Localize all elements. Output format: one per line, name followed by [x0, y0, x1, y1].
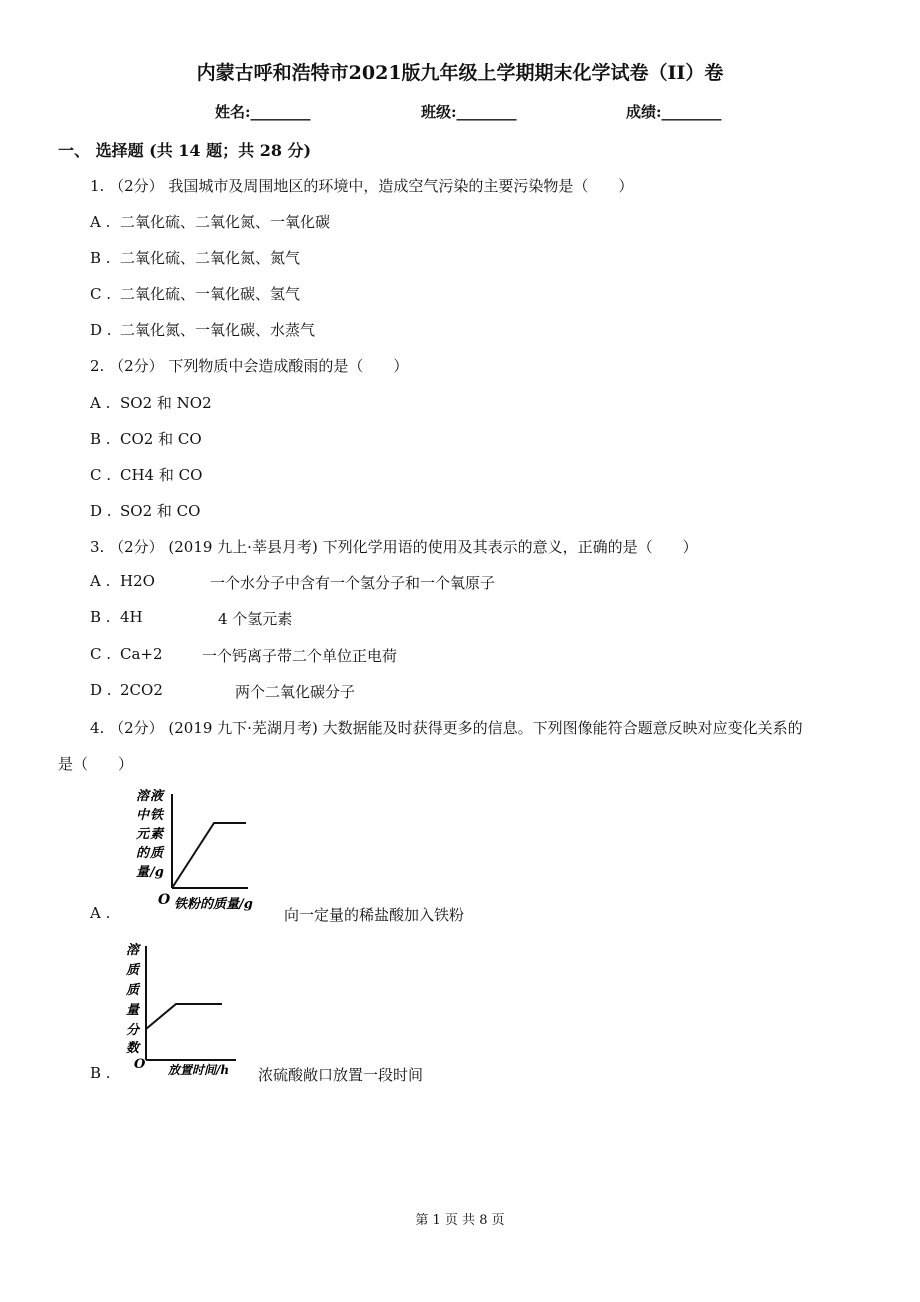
score-field-label: 成绩:________ [626, 103, 722, 121]
question-3-option-b [90, 608, 143, 626]
option-letter: A . [90, 213, 111, 231]
question-4-option-a-text: 向一定量的稀盐酸加入铁粉 [284, 906, 465, 924]
graph-a-ylabel-2: 液 [150, 789, 164, 804]
graph-b-ylabel-1: 溶 [126, 943, 140, 958]
option-letter: D . [90, 321, 112, 339]
question-1-stem: 1. （2分） 我国城市及周围地区的环境中，造成空气污染的主要污染物是（ ） [90, 177, 634, 195]
option-text: SO2 和 NO2 [120, 394, 212, 412]
graph-a-xlabel: 铁粉的质量/g [174, 897, 253, 912]
option-formula: 4H [120, 608, 143, 626]
question-1-option-b [90, 247, 300, 268]
option-letter: B . [90, 430, 111, 448]
option-text: 一个水分子中含有一个氢分子和一个氧原子 [210, 574, 496, 592]
section-heading: 一、 选择题 (共 14 题；共 28 分) [58, 141, 312, 160]
graph-a-ylabel-10: /g [150, 865, 164, 880]
question-1-option-c [90, 283, 300, 304]
option-text: 一个钙离子带二个单位正电荷 [202, 647, 398, 665]
question-3-option-a [90, 572, 155, 590]
option-text: SO2 和 CO [120, 502, 201, 520]
graph-a-ylabel-6: 素 [150, 827, 164, 842]
question-4-option-b-text: 浓硫酸敞口放置一段时间 [258, 1066, 424, 1084]
question-4-graph-b [118, 936, 258, 1076]
graph-b-ylabel-6: 数 [126, 1041, 140, 1056]
option-letter: B . [90, 608, 111, 626]
name-field-label: 姓名:________ [215, 103, 311, 121]
option-text: 二氧化硫、二氧化氮、氮气 [120, 249, 301, 267]
graph-b-ylabel-4: 量 [126, 1003, 140, 1018]
option-text: 二氧化氮、一氧化碳、水蒸气 [120, 321, 316, 339]
graph-b-xlabel: 放置时间/h [168, 1063, 230, 1076]
graph-a-ylabel-4: 铁 [150, 808, 164, 823]
option-text: 4 个氢元素 [218, 610, 293, 628]
option-text: 二氧化硫、一氧化碳、氢气 [120, 285, 301, 303]
graph-a-ylabel-7: 的 [136, 846, 150, 861]
question-3-option-d [90, 681, 163, 699]
question-2-option-b [90, 428, 202, 449]
exam-title: 内蒙古呼和浩特市2021版九年级上学期期末化学试卷（II）卷 [196, 62, 724, 84]
question-2-option-d [90, 500, 200, 521]
option-letter: A . [90, 572, 111, 590]
question-4-option-a-letter: A . [90, 904, 111, 922]
option-formula: 2CO2 [120, 681, 163, 699]
question-4-stem: 4. （2分） (2019 九下·芜湖月考) 大数据能及时获得更多的信息。下列图像能符合题意反映对应变化关系的 [90, 719, 803, 737]
option-text: 两个二氧化碳分子 [235, 683, 356, 701]
question-4-option-b-letter: B . [90, 1064, 111, 1082]
question-2-stem: 2. （2分） 下列物质中会造成酸雨的是（ ） [90, 357, 409, 375]
graph-b-ylabel-3: 质 [126, 983, 140, 998]
option-formula: H2O [120, 572, 155, 590]
question-4-graph-a [128, 786, 278, 914]
option-letter: D . [90, 502, 112, 520]
option-formula: Ca+2 [120, 645, 163, 663]
graph-a-ylabel-5: 元 [136, 827, 150, 842]
option-text: CH4 和 CO [120, 466, 203, 484]
question-1-option-a [90, 211, 330, 232]
graph-a-origin: O [158, 892, 171, 908]
question-2-option-a [90, 392, 212, 413]
option-letter: D . [90, 681, 112, 699]
option-letter: C . [90, 645, 112, 663]
option-letter: A . [90, 394, 111, 412]
graph-b-origin: O [134, 1057, 146, 1072]
option-text: 二氧化硫、二氧化氮、一氧化碳 [120, 213, 331, 231]
option-text: CO2 和 CO [120, 430, 202, 448]
graph-a-ylabel-8: 质 [150, 846, 164, 861]
graph-a-ylabel-3: 中 [136, 808, 150, 823]
question-1-option-d [90, 319, 315, 340]
option-letter: C . [90, 285, 112, 303]
graph-a-ylabel-1: 溶 [136, 789, 150, 804]
option-letter: B . [90, 249, 111, 267]
graph-b-ylabel-2: 质 [126, 963, 140, 978]
graph-a-svg [128, 786, 278, 914]
question-3-stem: 3. （2分） (2019 九上·莘县月考) 下列化学用语的使用及其表示的意义，正确的是（ ） [90, 538, 698, 556]
graph-b-curve [146, 1004, 222, 1029]
option-letter: C . [90, 466, 112, 484]
graph-a-curve [172, 823, 246, 888]
graph-b-ylabel-5: 分 [126, 1023, 140, 1038]
class-field-label: 班级:________ [421, 103, 517, 121]
page-footer: 第 1 页 共 8 页 [415, 1213, 505, 1228]
question-2-option-c [90, 464, 202, 485]
question-4-stem-continued: 是（ ） [58, 755, 134, 773]
graph-b-svg [118, 936, 258, 1076]
graph-a-ylabel-9: 量 [136, 865, 150, 880]
question-3-option-c [90, 645, 163, 663]
